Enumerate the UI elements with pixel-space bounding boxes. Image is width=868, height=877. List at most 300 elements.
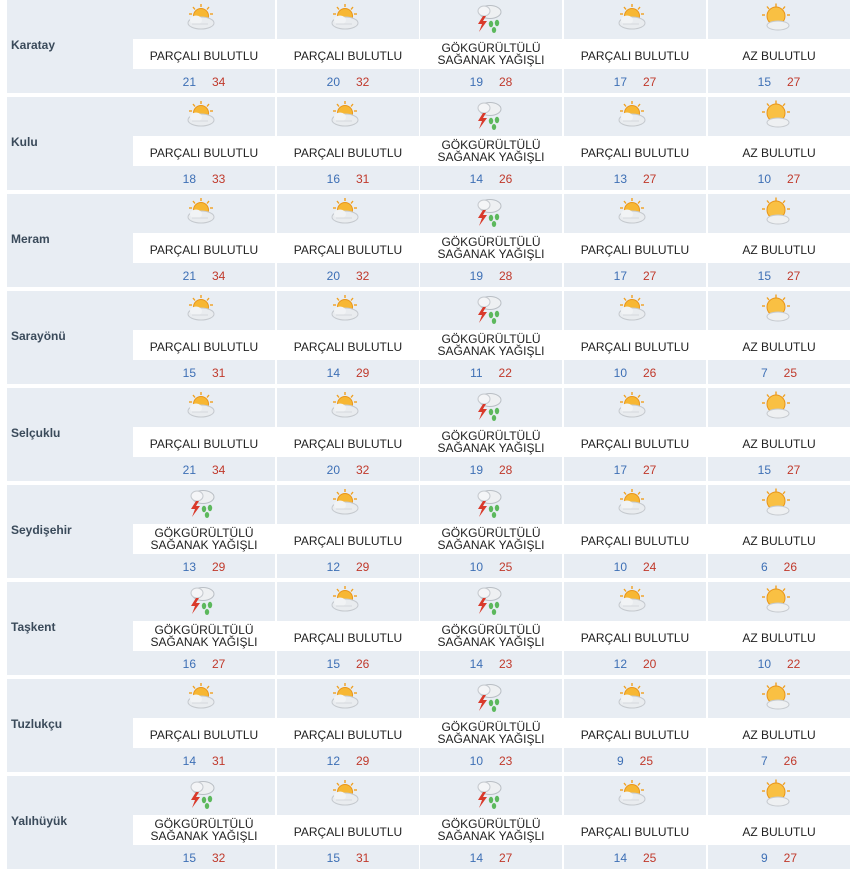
condition-text: PARÇALI BULUTLU [293,340,403,354]
condition-text [422,236,560,260]
partly-cloudy-icon [615,197,649,227]
partly-cloudy-icon [328,100,362,130]
min-temperature: 15 [182,851,196,865]
condition-text: PARÇALI BULUTLU [149,340,259,354]
min-temperature: 12 [613,657,627,671]
forecast-cell [708,97,850,190]
temperature-range [277,75,419,89]
max-temperature: 27 [787,75,801,89]
min-temperature: 10 [469,754,483,768]
forecast-cell [564,582,706,675]
condition-text [422,721,560,745]
min-temperature: 11 [470,366,483,380]
forecast-cell [277,582,419,675]
partly-cloudy-icon [328,391,362,421]
min-temperature: 15 [757,75,771,89]
min-temperature: 15 [182,366,196,380]
forecast-cell [133,776,275,869]
max-temperature: 27 [643,269,657,283]
min-temperature: 19 [469,269,483,283]
temperature-range [564,75,706,89]
max-temperature: 29 [356,366,370,380]
temperature-range [277,172,419,186]
temperature-range [708,172,850,186]
forecast-cell [420,97,562,190]
temperature-range [277,560,419,574]
min-temperature: 13 [182,560,196,574]
few-clouds-icon [759,100,793,130]
condition-text: PARÇALI BULUTLU [580,243,690,257]
few-clouds-icon [759,488,793,518]
condition-line-1: GÖKGÜRÜLTÜLÜ [441,429,541,443]
min-temperature: 14 [326,366,340,380]
condition-text: PARÇALI BULUTLU [293,825,403,839]
temperature-range [277,851,419,865]
forecast-cell [277,388,419,481]
condition-text: AZ BULUTLU [742,146,816,160]
temperature-range [564,269,706,283]
partly-cloudy-icon [615,682,649,712]
min-temperature: 10 [613,366,627,380]
forecast-cell [420,776,562,869]
forecast-cell [277,97,419,190]
temperature-range [277,366,419,380]
temperature-range [708,560,850,574]
forecast-cell [277,0,419,93]
condition-text: PARÇALI BULUTLU [149,437,259,451]
condition-text: AZ BULUTLU [742,340,816,354]
district-name[interactable]: Sarayönü [11,329,66,343]
few-clouds-icon [759,682,793,712]
forecast-cell [420,582,562,675]
thunderstorm-icon [471,682,505,712]
max-temperature: 26 [783,754,798,768]
temperature-range [420,366,562,380]
min-temperature: 17 [613,269,627,283]
forecast-cell [708,679,850,772]
max-temperature: 27 [787,172,801,186]
max-temperature: 26 [643,366,657,380]
temperature-range [420,851,562,865]
min-temperature: 15 [757,463,771,477]
condition-text [422,430,560,454]
min-temperature: 16 [182,657,196,671]
condition-text: PARÇALI BULUTLU [293,49,403,63]
thunderstorm-icon [184,779,218,809]
condition-text: AZ BULUTLU [742,631,816,645]
district-name-cell [7,0,133,93]
max-temperature: 20 [643,657,657,671]
condition-text: PARÇALI BULUTLU [580,146,690,160]
max-temperature: 22 [787,657,801,671]
temperature-range [133,657,275,671]
min-temperature: 17 [613,75,627,89]
forecast-cell [420,0,562,93]
district-row [7,0,852,97]
condition-line-2: SAĞANAK YAĞIŞLI [150,635,258,649]
district-name[interactable]: Seydişehir [11,523,72,537]
max-temperature: 27 [499,851,513,865]
condition-line-2: SAĞANAK YAĞIŞLI [437,732,545,746]
condition-text [422,624,560,648]
forecast-cell [277,485,419,578]
forecast-cell [708,0,850,93]
condition-text: PARÇALI BULUTLU [293,631,403,645]
forecast-cell [133,582,275,675]
thunderstorm-icon [471,391,505,421]
temperature-range [564,172,706,186]
district-name[interactable]: Yalıhüyük [11,814,68,828]
condition-line-1: GÖKGÜRÜLTÜLÜ [441,720,541,734]
temperature-range [133,366,275,380]
partly-cloudy-icon [184,294,218,324]
condition-text: PARÇALI BULUTLU [580,340,690,354]
forecast-cell [708,388,850,481]
temperature-range [708,851,850,865]
max-temperature: 23 [499,657,513,671]
district-row [7,776,852,873]
thunderstorm-icon [471,585,505,615]
forecast-cell [133,388,275,481]
max-temperature: 26 [499,172,513,186]
few-clouds-icon [759,294,793,324]
forecast-cell [708,291,850,384]
temperature-range [564,366,706,380]
min-temperature: 14 [469,851,483,865]
max-temperature: 27 [643,75,657,89]
condition-line-1: GÖKGÜRÜLTÜLÜ [154,623,254,637]
temperature-range [708,75,850,89]
temperature-range [133,754,275,768]
temperature-range [277,269,419,283]
forecast-cell [420,194,562,287]
condition-text: PARÇALI BULUTLU [580,631,690,645]
district-name[interactable]: Selçuklu [11,426,61,440]
thunderstorm-icon [471,294,505,324]
partly-cloudy-icon [328,197,362,227]
forecast-cell [564,388,706,481]
min-temperature: 7 [760,754,768,768]
condition-text [135,624,273,648]
partly-cloudy-icon [328,779,362,809]
condition-text: PARÇALI BULUTLU [293,728,403,742]
max-temperature: 34 [212,463,226,477]
max-temperature: 34 [212,269,226,283]
condition-line-2: SAĞANAK YAĞIŞLI [150,538,258,552]
max-temperature: 32 [356,269,370,283]
district-name-cell [7,582,133,675]
min-temperature: 19 [469,463,483,477]
min-temperature: 14 [182,754,196,768]
max-temperature: 31 [356,172,370,186]
forecast-cell [277,194,419,287]
few-clouds-icon [759,3,793,33]
condition-line-2: SAĞANAK YAĞIŞLI [437,344,545,358]
max-temperature: 22 [498,366,512,380]
temperature-range [564,851,706,865]
min-temperature: 12 [326,560,340,574]
min-temperature: 20 [326,463,340,477]
partly-cloudy-icon [328,488,362,518]
forecast-cell [133,97,275,190]
district-name[interactable]: Taşkent [11,620,56,634]
condition-text: AZ BULUTLU [742,728,816,742]
few-clouds-icon [759,585,793,615]
min-temperature: 14 [469,657,483,671]
temperature-range [420,560,562,574]
temperature-range [420,463,562,477]
condition-line-1: GÖKGÜRÜLTÜLÜ [441,623,541,637]
condition-line-1: GÖKGÜRÜLTÜLÜ [441,138,541,152]
thunderstorm-icon [471,779,505,809]
district-row [7,194,852,291]
condition-line-1: GÖKGÜRÜLTÜLÜ [154,817,254,831]
condition-line-2: SAĞANAK YAĞIŞLI [437,53,545,67]
condition-line-2: SAĞANAK YAĞIŞLI [437,538,545,552]
condition-text [422,818,560,842]
temperature-range [133,463,275,477]
min-temperature: 20 [326,269,340,283]
condition-text: AZ BULUTLU [742,825,816,839]
min-temperature: 6 [760,560,768,574]
partly-cloudy-icon [184,682,218,712]
district-name-cell [7,679,133,772]
max-temperature: 28 [499,269,513,283]
condition-line-2: SAĞANAK YAĞIŞLI [150,829,258,843]
max-temperature: 33 [212,172,226,186]
max-temperature: 34 [212,75,226,89]
forecast-cell [133,679,275,772]
thunderstorm-icon [471,488,505,518]
max-temperature: 29 [212,560,226,574]
forecast-cell [564,776,706,869]
condition-text: AZ BULUTLU [742,534,816,548]
max-temperature: 26 [356,657,370,671]
temperature-range [133,269,275,283]
partly-cloudy-icon [184,197,218,227]
partly-cloudy-icon [184,3,218,33]
min-temperature: 9 [616,754,624,768]
district-name-cell [7,388,133,481]
condition-text [135,527,273,551]
partly-cloudy-icon [615,100,649,130]
forecast-cell [420,485,562,578]
max-temperature: 27 [787,463,801,477]
forecast-cell [420,388,562,481]
max-temperature: 31 [212,366,226,380]
min-temperature: 15 [326,851,340,865]
temperature-range [277,657,419,671]
temperature-range [133,75,275,89]
max-temperature: 29 [356,560,370,574]
district-name[interactable]: Tuzlukçu [11,717,63,731]
forecast-cell [564,0,706,93]
forecast-cell [277,291,419,384]
condition-line-1: GÖKGÜRÜLTÜLÜ [441,332,541,346]
condition-text: PARÇALI BULUTLU [580,728,690,742]
forecast-cell [564,485,706,578]
condition-text [422,527,560,551]
forecast-cell [564,97,706,190]
partly-cloudy-icon [184,100,218,130]
temperature-range [133,560,275,574]
max-temperature: 27 [783,851,798,865]
forecast-cell [277,776,419,869]
partly-cloudy-icon [328,682,362,712]
condition-text [422,139,560,163]
condition-line-1: GÖKGÜRÜLTÜLÜ [441,41,541,55]
max-temperature: 23 [499,754,513,768]
max-temperature: 27 [212,657,226,671]
min-temperature: 14 [613,851,627,865]
condition-text: PARÇALI BULUTLU [149,146,259,160]
max-temperature: 25 [499,560,513,574]
min-temperature: 10 [757,172,771,186]
temperature-range [708,463,850,477]
district-name-cell [7,194,133,287]
thunderstorm-icon [471,197,505,227]
condition-line-2: SAĞANAK YAĞIŞLI [437,247,545,261]
partly-cloudy-icon [615,391,649,421]
forecast-cell [133,194,275,287]
condition-text: PARÇALI BULUTLU [149,728,259,742]
condition-text: PARÇALI BULUTLU [293,437,403,451]
partly-cloudy-icon [328,3,362,33]
condition-text: AZ BULUTLU [742,49,816,63]
min-temperature: 19 [469,75,483,89]
partly-cloudy-icon [328,585,362,615]
forecast-cell [564,194,706,287]
district-row [7,485,852,582]
condition-line-1: GÖKGÜRÜLTÜLÜ [441,526,541,540]
partly-cloudy-icon [328,294,362,324]
condition-line-2: SAĞANAK YAĞIŞLI [437,635,545,649]
condition-line-1: GÖKGÜRÜLTÜLÜ [154,526,254,540]
district-name-cell [7,97,133,190]
district-row [7,97,852,194]
few-clouds-icon [759,779,793,809]
temperature-range [420,657,562,671]
condition-text: PARÇALI BULUTLU [293,146,403,160]
min-temperature: 21 [182,269,196,283]
temperature-range [708,366,850,380]
temperature-range [420,269,562,283]
max-temperature: 31 [212,754,226,768]
min-temperature: 21 [182,463,196,477]
partly-cloudy-icon [615,294,649,324]
district-name-cell [7,776,133,869]
forecast-cell [708,485,850,578]
condition-text [135,818,273,842]
partly-cloudy-icon [615,3,649,33]
condition-text [422,333,560,357]
max-temperature: 26 [783,560,798,574]
condition-text: PARÇALI BULUTLU [580,534,690,548]
min-temperature: 17 [613,463,627,477]
min-temperature: 18 [182,172,196,186]
max-temperature: 27 [643,463,657,477]
min-temperature: 20 [326,75,340,89]
condition-text: AZ BULUTLU [742,437,816,451]
district-name-cell [7,291,133,384]
partly-cloudy-icon [615,585,649,615]
temperature-range [277,463,419,477]
thunderstorm-icon [184,585,218,615]
max-temperature: 24 [643,560,657,574]
forecast-table [7,0,852,873]
temperature-range [564,657,706,671]
min-temperature: 10 [469,560,483,574]
min-temperature: 13 [613,172,627,186]
temperature-range [708,657,850,671]
district-name[interactable]: Kulu [11,135,38,149]
partly-cloudy-icon [615,779,649,809]
forecast-cell [420,291,562,384]
max-temperature: 32 [356,75,370,89]
district-row [7,291,852,388]
district-row [7,679,852,776]
max-temperature: 27 [643,172,657,186]
condition-line-1: GÖKGÜRÜLTÜLÜ [441,817,541,831]
max-temperature: 25 [783,366,798,380]
condition-text: PARÇALI BULUTLU [293,243,403,257]
max-temperature: 32 [356,463,370,477]
temperature-range [564,463,706,477]
condition-text: PARÇALI BULUTLU [580,49,690,63]
min-temperature: 15 [326,657,340,671]
min-temperature: 9 [760,851,768,865]
condition-line-1: GÖKGÜRÜLTÜLÜ [441,235,541,249]
district-name-cell [7,485,133,578]
district-name[interactable]: Meram [11,232,50,246]
forecast-cell [277,679,419,772]
temperature-range [420,754,562,768]
condition-text: PARÇALI BULUTLU [149,49,259,63]
max-temperature: 29 [356,754,370,768]
min-temperature: 15 [757,269,771,283]
min-temperature: 16 [326,172,340,186]
max-temperature: 28 [499,463,513,477]
condition-text: PARÇALI BULUTLU [580,825,690,839]
district-row [7,388,852,485]
condition-line-2: SAĞANAK YAĞIŞLI [437,150,545,164]
temperature-range [708,754,850,768]
forecast-cell [420,679,562,772]
temperature-range [420,172,562,186]
condition-line-2: SAĞANAK YAĞIŞLI [437,829,545,843]
max-temperature: 31 [356,851,370,865]
temperature-range [133,851,275,865]
condition-line-2: SAĞANAK YAĞIŞLI [437,441,545,455]
thunderstorm-icon [471,3,505,33]
few-clouds-icon [759,197,793,227]
district-name[interactable]: Karatay [11,38,56,52]
forecast-cell [708,194,850,287]
max-temperature: 25 [639,754,654,768]
district-row [7,582,852,679]
temperature-range [708,269,850,283]
few-clouds-icon [759,391,793,421]
condition-text: AZ BULUTLU [742,243,816,257]
max-temperature: 25 [643,851,657,865]
forecast-cell [564,679,706,772]
partly-cloudy-icon [184,391,218,421]
max-temperature: 28 [499,75,513,89]
partly-cloudy-icon [615,488,649,518]
condition-text: PARÇALI BULUTLU [580,437,690,451]
condition-text: PARÇALI BULUTLU [293,534,403,548]
forecast-cell [708,582,850,675]
